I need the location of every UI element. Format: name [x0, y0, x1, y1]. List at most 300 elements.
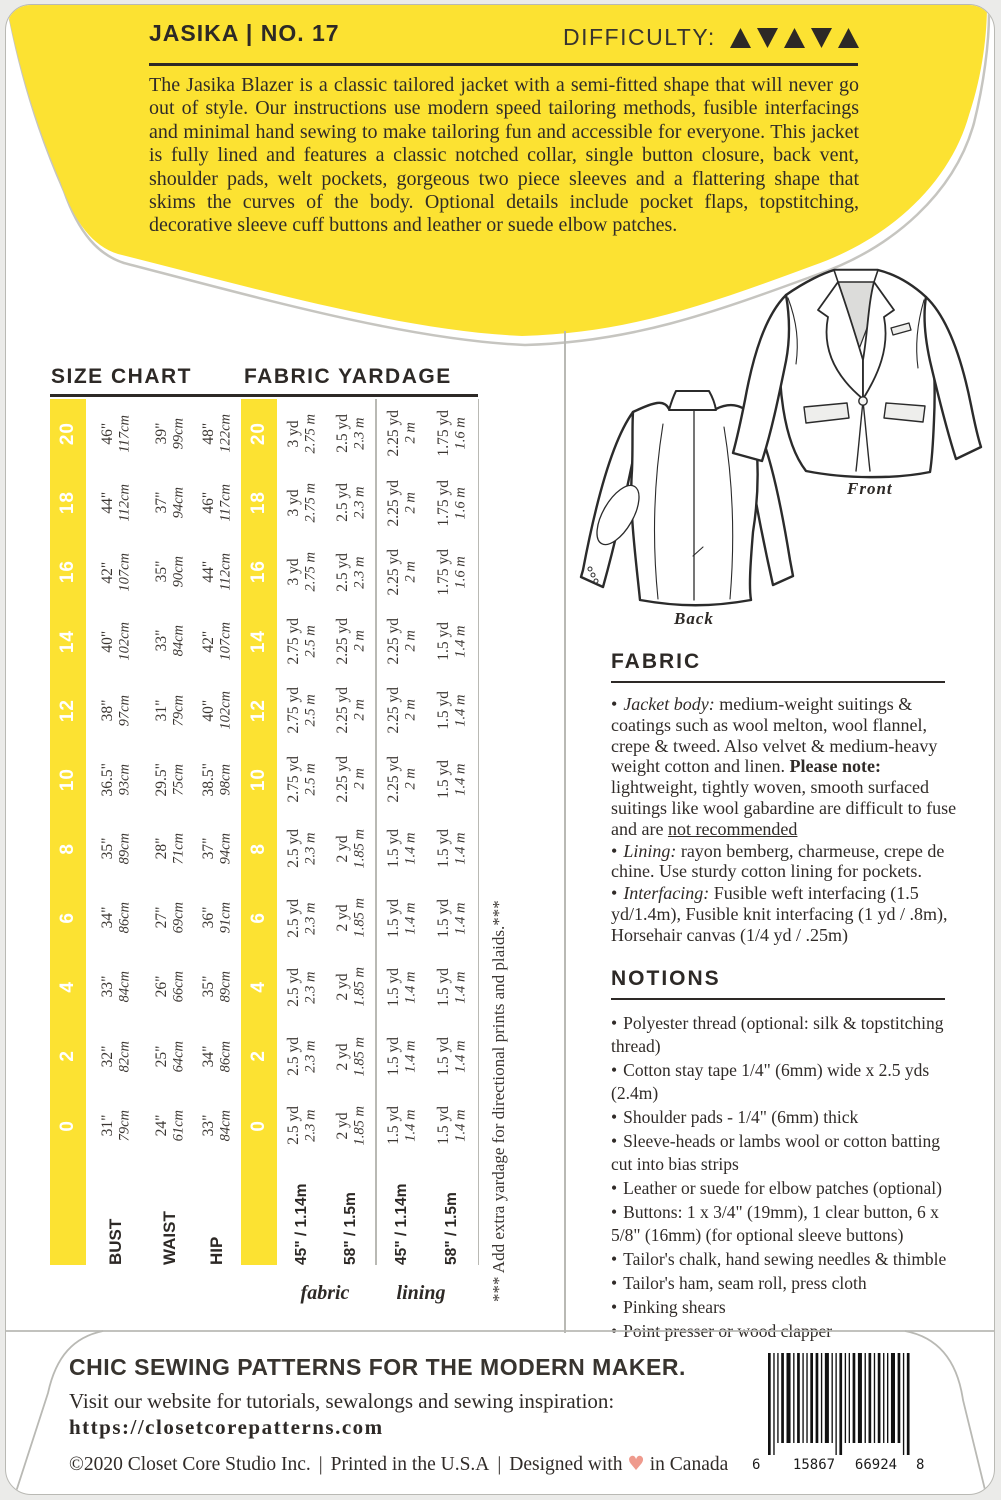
- notions-item: [611, 1177, 963, 1200]
- yardage-size-number: 18: [248, 491, 270, 515]
- yardage-cell: [377, 607, 427, 676]
- fabric-yardage-table: [241, 399, 479, 1265]
- yardage-size-number: 12: [248, 698, 270, 722]
- size-header-cell: [50, 607, 86, 676]
- yardage-size-number: 0: [248, 1119, 270, 1132]
- bust-cell-value: 35" 89cm: [99, 833, 133, 865]
- yardage-col-label-text: 45" / 1.14m: [392, 1183, 410, 1266]
- fabric-group-label: fabric: [300, 1282, 350, 1304]
- envelope-card: [5, 4, 995, 1495]
- yardage-size-cell: [241, 1091, 277, 1160]
- yardage-cell: [277, 953, 326, 1022]
- hip-cell-value: 35" 89cm: [200, 971, 234, 1003]
- fabric-item-text: Fusible weft interfacing (1.5 yd/1.4m), Fusible knit interfacing (1 yd / .8m), Horsehair canvas (1/4 yd / .25m): [611, 883, 948, 945]
- fabric-item: [611, 883, 959, 945]
- yardage-size-cell: [241, 468, 277, 537]
- size-number: 8: [57, 842, 79, 855]
- yardage-cell: [427, 745, 477, 814]
- yardage-cell: [326, 745, 375, 814]
- notions-item-text: Polyester thread (optional: silk & topstitching thread): [611, 1013, 944, 1056]
- bust-cell: [86, 814, 146, 883]
- notions-item: [611, 1248, 963, 1271]
- yardage-cell: [326, 1022, 375, 1091]
- size-number: 16: [57, 560, 79, 584]
- yardage-size-cell: [241, 883, 277, 952]
- waist-cell: [146, 745, 193, 814]
- waist-cell-value: 35" 90cm: [152, 556, 187, 588]
- yardage-cell: [277, 676, 326, 745]
- notions-section-title: NOTIONS: [611, 967, 721, 990]
- yardage-cell: [427, 1091, 477, 1160]
- waist-cell-value: 26" 66cm: [152, 971, 187, 1003]
- bust-cell-value: 42" 107cm: [99, 552, 133, 592]
- bust-cell: [86, 953, 146, 1022]
- bust-cell-value: 36.5" 93cm: [99, 762, 133, 797]
- yardage-size-cell: [241, 953, 277, 1022]
- yardage-cell-value: 1.5 yd 1.4 m: [434, 621, 469, 661]
- jacket-front-illustration: [733, 270, 981, 477]
- hip-cell: [193, 537, 241, 606]
- size-header-cell: [50, 814, 86, 883]
- waist-cell: [146, 883, 193, 952]
- yardage-cell-value: 2.25 yd 2 m: [384, 756, 419, 803]
- yardage-cell-value: 2.5 yd 2.3 m: [333, 483, 368, 523]
- yardage-cell-value: 2.25 yd 2 m: [333, 687, 368, 734]
- brand-tagline: CHIC SEWING PATTERNS FOR THE MODERN MAKER.: [69, 1354, 686, 1380]
- notions-item: [611, 1106, 963, 1129]
- yardage-cell: [377, 745, 427, 814]
- hip-cell-value: 37" 94cm: [200, 833, 234, 865]
- yardage-cell-value: 1.5 yd 1.4 m: [384, 1036, 419, 1076]
- yardage-cell-value: 2 yd 1.85 m: [333, 1036, 368, 1077]
- bust-cell: [86, 883, 146, 952]
- yardage-col-label-text: 45" / 1.14m: [292, 1183, 310, 1266]
- waist-cell-value: 29.5" 75cm: [152, 762, 187, 797]
- size-header-spacer: [50, 1160, 86, 1265]
- size-number: 2: [57, 1050, 79, 1063]
- copyright-line: ©2020 Closet Core Studio Inc. | Printed in the U.S.A | Designed with ♥ in Canada: [69, 1452, 729, 1475]
- yardage-size-number: 20: [248, 422, 270, 446]
- yardage-size-number: 10: [248, 767, 270, 792]
- yardage-col-label-text: 58" / 1.5m: [341, 1192, 359, 1266]
- hip-cell: [193, 1022, 241, 1091]
- yardage-size-number: 6: [248, 912, 270, 924]
- notions-item: [611, 1201, 963, 1247]
- yardage-cell-value: 2.5 yd 2.3 m: [284, 1106, 319, 1145]
- size-header-cell: [50, 468, 86, 537]
- yardage-cell: [277, 537, 326, 606]
- yardage-cell: [277, 814, 326, 883]
- fabric-item-text: Lining:: [623, 840, 677, 861]
- copyright-owner: ©2020 Closet Core Studio Inc.: [69, 1454, 311, 1475]
- triangle-down-icon: [811, 28, 832, 48]
- size-header-cell: [50, 1022, 86, 1091]
- front-view-label: Front: [847, 479, 893, 498]
- triangle-down-icon: [757, 28, 778, 48]
- bullet-glyph: •: [611, 1060, 618, 1080]
- yardage-cell-value: 2.25 yd 2 m: [384, 687, 419, 734]
- notions-item-text: Pinking shears: [623, 1297, 726, 1317]
- yardage-cell: [377, 1022, 427, 1091]
- yardage-cell-value: 2.5 yd 2.3 m: [284, 967, 319, 1007]
- bust-cell: [86, 676, 146, 745]
- yardage-cell: [326, 607, 375, 676]
- bullet-glyph: •: [611, 1202, 618, 1222]
- yardage-cell: [377, 399, 427, 468]
- waist-cell: [146, 607, 193, 676]
- yardage-cell: [326, 953, 375, 1022]
- printed-in: Printed in the U.S.A: [330, 1454, 490, 1475]
- designed-in: in Canada: [649, 1454, 729, 1475]
- bullet-glyph: •: [611, 1013, 618, 1033]
- yardage-cell: [427, 537, 477, 606]
- notions-item: [611, 1272, 963, 1295]
- yardage-size-cell: [241, 537, 277, 606]
- size-chart-table: [50, 399, 241, 1265]
- size-header-cell: [50, 953, 86, 1022]
- yardage-cell-value: 1.5 yd 1.4 m: [434, 898, 469, 938]
- hip-cell: [193, 1091, 241, 1160]
- yardage-cell-value: 2.75 yd 2.5 m: [284, 756, 319, 803]
- waist-cell-value: 37" 94cm: [152, 487, 187, 519]
- designed-with: Designed with: [509, 1454, 623, 1475]
- yardage-cell-value: 2.25 yd 2 m: [333, 756, 368, 803]
- barcode-digit-group: 66924: [854, 1457, 898, 1473]
- yardage-cell-value: 2.75 yd 2.5 m: [284, 617, 319, 665]
- waist-row-label-text: WAIST: [159, 1211, 179, 1266]
- fabric-item-text: lightweight, tightly woven, smooth surfaced suitings like wool gabardine are difficult to fuse and are: [611, 777, 957, 839]
- yardage-cell: [427, 607, 477, 676]
- yardage-cell: [326, 537, 375, 606]
- yardage-cell-value: 2.25 yd 2 m: [384, 548, 419, 596]
- waist-cell: [146, 537, 193, 606]
- yardage-size-cell: [241, 1022, 277, 1091]
- yardage-cell-value: 2.5 yd 2.3 m: [333, 552, 368, 592]
- size-number: 6: [57, 912, 79, 924]
- yardage-cell-value: 2 yd 1.85 m: [333, 1105, 368, 1146]
- notions-item-text: Point presser or wood clapper: [623, 1321, 833, 1341]
- bullet-glyph: •: [611, 883, 618, 904]
- size-header-column: [50, 399, 86, 1265]
- yardage-size-number: 16: [248, 560, 270, 584]
- yardage-cell-value: 3 yd 2.75 m: [284, 483, 319, 523]
- yardage-cell: [377, 1091, 427, 1160]
- bust-cell: [86, 1022, 146, 1091]
- yardage-cell-value: 2 yd 1.85 m: [333, 828, 368, 869]
- yardage-cell-value: 1.75 yd 1.6 m: [434, 548, 469, 596]
- yardage-cell-value: 3 yd 2.75 m: [284, 413, 319, 454]
- size-header-cell: [50, 1091, 86, 1160]
- notions-item: [611, 1012, 963, 1058]
- yardage-cell: [326, 883, 375, 952]
- yardage-cell: [427, 814, 477, 883]
- tables-top-rule: [50, 394, 478, 397]
- yardage-cell: [427, 676, 477, 745]
- notions-item-text: Tailor's chalk, hand sewing needles & thimble: [623, 1249, 947, 1269]
- yardage-column-l58: [427, 399, 477, 1265]
- title-rule: [149, 63, 858, 66]
- notions-item: [611, 1059, 963, 1105]
- bust-cell-value: 40" 102cm: [99, 621, 133, 661]
- fabric-item-text: medium-weight suitings & coatings such as wool melton, wool flannel, crepe & tweed. Also velvet & medium-heavy weight cotton and linen.: [611, 694, 938, 777]
- barcode-bars: [758, 1353, 928, 1463]
- yardage-cell-value: 1.75 yd 1.6 m: [434, 479, 469, 527]
- back-view-label: Back: [674, 609, 714, 628]
- yardage-size-cell: [241, 676, 277, 745]
- bust-cell: [86, 537, 146, 606]
- barcode-digit-group: 15867: [792, 1457, 836, 1473]
- yardage-cell: [326, 676, 375, 745]
- yardage-cell-value: 1.5 yd 1.4 m: [434, 967, 469, 1007]
- yardage-cell: [326, 468, 375, 537]
- bust-cell-value: 38" 97cm: [99, 694, 133, 727]
- size-header-cell: [50, 537, 86, 606]
- barcode: [752, 1353, 928, 1475]
- waist-cell: [146, 676, 193, 745]
- notions-item-text: Cotton stay tape 1/4" (6mm) wide x 2.5 yds (2.4m): [611, 1060, 930, 1103]
- lining-group-label: lining: [396, 1282, 446, 1304]
- waist-row-label: [146, 1160, 193, 1265]
- notions-item-text: Shoulder pads - 1/4" (6mm) thick: [623, 1107, 859, 1127]
- bust-row-label-text: BUST: [106, 1218, 125, 1266]
- bullet-glyph: •: [611, 840, 618, 861]
- fabric-item-text: rayon bemberg, charmeuse, crepe de chine. Use sturdy cotton lining for pockets.: [611, 840, 945, 882]
- hip-cell-value: 38.5" 98cm: [200, 762, 234, 797]
- size-number: 0: [57, 1119, 79, 1132]
- hip-cell: [193, 814, 241, 883]
- hip-cell: [193, 953, 241, 1022]
- yardage-cell-value: 3 yd 2.75 m: [284, 552, 319, 592]
- bullet-glyph: •: [611, 1297, 618, 1317]
- hip-cell-value: 36" 91cm: [200, 902, 234, 934]
- yardage-size-cell: [241, 814, 277, 883]
- bust-column: [86, 399, 146, 1265]
- yardage-cell: [377, 883, 427, 952]
- pattern-description: The Jasika Blazer is a classic tailored jacket with a semi-fitted shape that will never go out of style. Our instructions use modern speed tailoring methods, fusible interfacings and minimal hand sewing to make tailoring fun and accessible for everyone. This jacket is fully lined and features a classic notched collar, single button closure, back vent, shoulder pads, welt pockets, gorgeous two piece sleeves and a flattering shape that skims the curves of the body. Optional details include pocket flaps, topstitching, decorative sleeve cuff buttons and leather or suede elbow patches.: [149, 74, 859, 237]
- yardage-cell-value: 1.5 yd 1.4 m: [434, 829, 469, 869]
- waist-cell: [146, 953, 193, 1022]
- yardage-col-label: [277, 1160, 326, 1265]
- yardage-cell-value: 2 yd 1.85 m: [333, 898, 368, 938]
- size-header-cell: [50, 399, 86, 468]
- fabric-section-title: FABRIC: [611, 650, 702, 673]
- yardage-column-f45: [277, 399, 326, 1265]
- yardage-size-header-column: [241, 399, 277, 1265]
- notions-item-text: Leather or suede for elbow patches (optional): [623, 1178, 942, 1198]
- size-number: 18: [57, 491, 79, 515]
- difficulty-label: DIFFICULTY:: [563, 24, 716, 50]
- notions-item: [611, 1296, 963, 1319]
- notions-item-text: Buttons: 1 x 3/4" (19mm), 1 clear button, 6 x 5/8" (16mm) (for optional sleeve buttons): [611, 1202, 939, 1245]
- yardage-cell-value: 1.5 yd 1.4 m: [434, 1036, 469, 1076]
- yardage-cell: [427, 399, 477, 468]
- yardage-col-label: [377, 1160, 427, 1265]
- yardage-cell: [277, 1091, 326, 1160]
- yardage-cell: [427, 1022, 477, 1091]
- hip-cell: [193, 399, 241, 468]
- hip-row-label: [193, 1160, 241, 1265]
- yardage-cell-value: 2.25 yd 2 m: [384, 617, 419, 665]
- notions-item: [611, 1130, 963, 1176]
- hip-cell: [193, 676, 241, 745]
- fabric-item-text: Jacket body:: [623, 694, 715, 714]
- yardage-column-l45: [377, 399, 427, 1265]
- yardage-cell-value: 1.5 yd 1.4 m: [384, 1106, 419, 1145]
- yardage-cell-value: 2.5 yd 2.3 m: [284, 829, 319, 869]
- heart-icon: ♥: [627, 1452, 645, 1475]
- bullet-glyph: •: [611, 1131, 618, 1151]
- hip-cell: [193, 607, 241, 676]
- waist-column: [146, 399, 193, 1265]
- waist-cell-value: 31" 79cm: [152, 694, 187, 727]
- waist-cell-value: 39" 99cm: [152, 417, 187, 450]
- yardage-size-number: 14: [248, 629, 270, 653]
- yardage-cell-value: 1.5 yd 1.4 m: [434, 690, 469, 730]
- yardage-cell: [277, 745, 326, 814]
- bust-cell: [86, 468, 146, 537]
- fabric-yardage-title: FABRIC YARDAGE: [244, 365, 452, 388]
- bust-cell-value: 46" 117cm: [99, 414, 133, 453]
- notions-section-rule: [611, 998, 945, 1000]
- size-chart-title: SIZE CHART: [51, 365, 192, 388]
- size-header-cell: [50, 676, 86, 745]
- bullet-glyph: •: [611, 694, 618, 714]
- hip-cell-value: 34" 86cm: [200, 1040, 234, 1072]
- yardage-column-f58: [326, 399, 375, 1265]
- yardage-cell: [377, 814, 427, 883]
- yardage-size-number: 2: [248, 1050, 270, 1063]
- size-number: 4: [57, 981, 79, 993]
- yardage-size-cell: [241, 399, 277, 468]
- hip-column: [193, 399, 241, 1265]
- triangle-up-icon: [784, 28, 805, 48]
- hip-cell: [193, 745, 241, 814]
- yardage-cell: [427, 953, 477, 1022]
- bust-cell-value: 32" 82cm: [99, 1040, 133, 1072]
- yardage-cell-value: 1.75 yd 1.6 m: [434, 410, 469, 457]
- yardage-cell: [277, 468, 326, 537]
- yardage-cell: [427, 883, 477, 952]
- hip-cell: [193, 468, 241, 537]
- waist-cell-value: 27" 69cm: [152, 902, 187, 934]
- jacket-illustrations: [566, 260, 995, 640]
- yardage-cell-value: 1.5 yd 1.4 m: [384, 967, 419, 1007]
- fabric-item: [611, 841, 959, 883]
- waist-cell: [146, 399, 193, 468]
- size-number: 12: [57, 698, 79, 722]
- yardage-cell-value: 1.5 yd 1.4 m: [434, 1106, 469, 1145]
- size-number: 20: [57, 422, 79, 446]
- yardage-cell: [377, 953, 427, 1022]
- yardage-cell: [277, 399, 326, 468]
- bust-cell: [86, 1091, 146, 1160]
- size-header-cell: [50, 745, 86, 814]
- yardage-cell: [326, 814, 375, 883]
- yardage-cell-value: 1.5 yd 1.4 m: [384, 898, 419, 938]
- yardage-col-label-text: 58" / 1.5m: [442, 1192, 460, 1266]
- fabric-section-body: [611, 694, 959, 947]
- difficulty: [563, 24, 859, 51]
- website-invite: Visit our website for tutorials, sewalongs and sewing inspiration:: [69, 1389, 615, 1413]
- triangle-up-icon: [730, 28, 751, 48]
- yardage-size-cell: [241, 607, 277, 676]
- yardage-cell: [377, 676, 427, 745]
- yardage-cell: [326, 1091, 375, 1160]
- size-header-cell: [50, 883, 86, 952]
- yardage-cell: [326, 399, 375, 468]
- yardage-cell-value: 1.5 yd 1.4 m: [384, 829, 419, 869]
- waist-cell-value: 33" 84cm: [152, 625, 187, 657]
- notions-section-body: [611, 1012, 963, 1344]
- yardage-cell: [377, 537, 427, 606]
- size-number: 10: [57, 767, 79, 792]
- yardage-cell: [277, 1022, 326, 1091]
- yardage-cell-value: 2.25 yd 2 m: [333, 617, 368, 665]
- yardage-size-cell: [241, 745, 277, 814]
- fabric-item-text: Interfacing:: [623, 883, 710, 904]
- yardage-cell: [277, 607, 326, 676]
- yardage-cell-value: 2.75 yd 2.5 m: [284, 687, 319, 734]
- waist-cell-value: 25" 64cm: [152, 1040, 187, 1072]
- fabric-item: [611, 694, 959, 840]
- yardage-cell: [377, 468, 427, 537]
- bullet-glyph: •: [611, 1273, 618, 1293]
- triangle-up-icon: [838, 28, 859, 48]
- hip-cell-value: 48" 122cm: [200, 414, 234, 453]
- hip-cell-value: 33" 84cm: [200, 1109, 234, 1142]
- pattern-title: JASIKA | NO. 17: [149, 20, 340, 46]
- yardage-cell-value: 2.25 yd 2 m: [384, 410, 419, 457]
- waist-cell-value: 24" 61cm: [152, 1109, 187, 1142]
- bust-cell-value: 44" 112cm: [99, 483, 133, 522]
- yardage-cell: [277, 883, 326, 952]
- bullet-glyph: •: [611, 1249, 618, 1269]
- yardage-size-number: 4: [248, 981, 270, 993]
- barcode-digit-group: 8: [916, 1457, 925, 1473]
- notions-item-text: Tailor's ham, seam roll, press cloth: [623, 1273, 867, 1293]
- fabric-item-text: Please note:: [789, 756, 881, 777]
- bullet-glyph: •: [611, 1178, 618, 1198]
- bust-row-label: [86, 1160, 146, 1265]
- yardage-header-spacer: [241, 1160, 277, 1265]
- bust-cell: [86, 399, 146, 468]
- fabric-item-text: not recommended: [667, 818, 798, 839]
- waist-cell: [146, 1022, 193, 1091]
- waist-cell: [146, 814, 193, 883]
- website-url: https://closetcorepatterns.com: [69, 1415, 384, 1439]
- yardage-cell-value: 2 yd 1.85 m: [333, 967, 368, 1007]
- fabric-section-rule: [611, 681, 945, 683]
- yardage-cell-value: 2.5 yd 2.3 m: [333, 414, 368, 453]
- yardage-cell-value: 2.5 yd 2.3 m: [284, 1036, 319, 1076]
- hip-cell-value: 42" 107cm: [200, 621, 234, 661]
- hip-row-label-text: HIP: [207, 1236, 226, 1266]
- bullet-glyph: •: [611, 1321, 618, 1341]
- yardage-col-label: [326, 1160, 375, 1265]
- bust-cell: [86, 745, 146, 814]
- bust-cell: [86, 607, 146, 676]
- yardage-note: *** Add extra yardage for directional prints and plaids.***: [489, 900, 508, 1302]
- hip-cell: [193, 883, 241, 952]
- yardage-size-number: 8: [248, 842, 270, 855]
- yardage-cell-value: 2.5 yd 2.3 m: [284, 898, 319, 938]
- size-number: 14: [57, 629, 79, 653]
- hip-cell-value: 40" 102cm: [200, 691, 234, 730]
- waist-cell-value: 28" 71cm: [152, 833, 187, 865]
- waist-cell: [146, 468, 193, 537]
- hip-cell-value: 46" 117cm: [200, 483, 234, 522]
- barcode-digit-group: 6: [752, 1457, 761, 1473]
